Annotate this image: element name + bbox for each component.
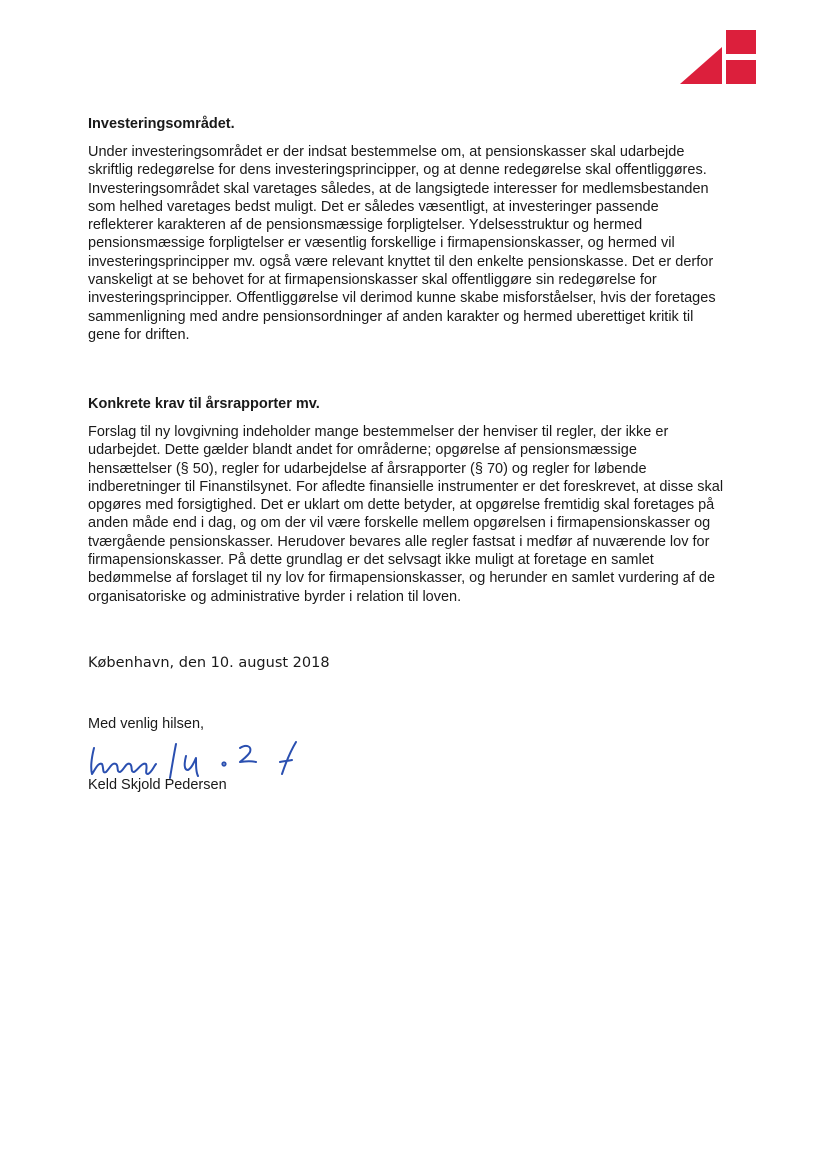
section-heading-reports: Konkrete krav til årsrapporter mv.: [88, 396, 320, 412]
section-heading-investment: Investeringsområdet.: [88, 116, 235, 132]
logo-triangle: [680, 47, 722, 84]
dateline: København, den 10. august 2018: [88, 655, 330, 671]
logo: [680, 30, 756, 86]
signer-name: Keld Skjold Pedersen: [88, 777, 227, 793]
section-paragraph-reports: Forslag til ny lovgivning indeholder mange bestemmelser der henviser til regler, der ikke er udarbejdet. Dette gælder blandt andet for områderne; opgørelse af pensionsmæssige hensættelser (§ 50), regler for udarbejdelse af årsrapporter (§ 70) og regler for løbende indberetninger til Finanstilsynet. For afledte finansielle instrumenter er det foreskrevet, at disse skal opgøres med forsigtighed. Det er uklart om dette betyder, at opgørelse fremtidig skal foretages på anden måde end i dag, og om der vil være forskelle mellem opgørelsen i firmapensionskasser og tværgående pensionskasser. Herudover bevares alle regler fastsat i medfør af nuværende lov for firmapensionskasser. På dette grundlag er det selvsagt ikke muligt at foretage en samlet bedømmelse af forslaget til ny lov for firmapensionskasser, og herunder en samlet vurdering af de organisatoriske og administrative byrder i relation til loven.: [88, 424, 724, 605]
logo-cross-top: [726, 30, 756, 54]
letter-body: [88, 110, 760, 605]
section-reports: [88, 395, 760, 606]
handwritten-signature: [84, 734, 324, 780]
section-paragraph-investment: Under investeringsområdet er der indsat bestemmelse om, at pensionskasser skal udarbejde skriftlig redegørelse for dens investeringsprincipper, og at denne redegørelse skal offentliggøres. Investeringsområdet skal varetages således, at de langsigtede interesser for medlemsbestanden som helhed varetages bedst muligt. Det er således væsentligt, at investeringer passende reflekterer karakteren af de pensionsmæssige forpligtelser. Ydelsesstruktur og hermed pensionsmæssige forpligtelser er væsentlig forskellige i firmapensionskasser, og hermed vil investeringsprincipper mv. også være relevant knyttet til den enkelte pensionskasse. Det er derfor vanskeligt at se behovet for at firmapensionskasser skal offentliggøre sin redegørelse for investeringsprincipper. Offentliggørelse vil derimod kunne skabe misforståelser, hvis der foretages sammenligning med andre pensionsordninger af anden karakter og hermed uberettiget kritik til gene for driften.: [88, 144, 716, 343]
section-investment: [88, 115, 760, 344]
closing-greeting: Med venlig hilsen,: [88, 716, 205, 732]
logo-cross-bottom: [726, 60, 756, 84]
